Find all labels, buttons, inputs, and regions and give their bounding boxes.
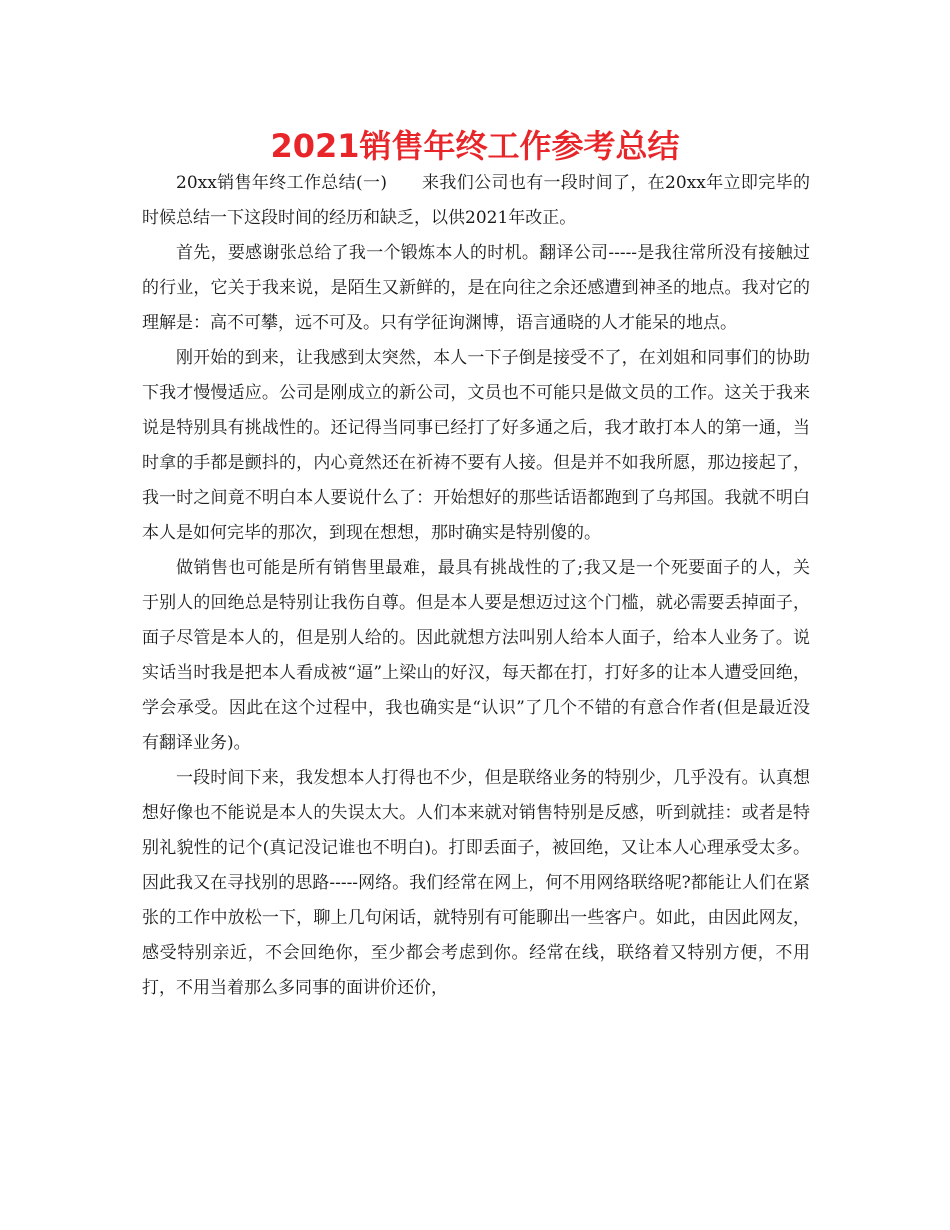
paragraph: 首先，要感谢张总给了我一个锻炼本人的时机。翻译公司-----是我往常所没有接触过的行业，它关于我来说，是陌生又新鲜的，是在向往之余还感遭到神圣的地点。我对它的理解是：高不可攀，远不可及。只有学征询渊博，语言通晓的人才能呆的地点。 — [142, 243, 810, 333]
document-body — [142, 166, 810, 1006]
paragraph: 一段时间下来，我发想本人打得也不少，但是联络业务的特别少，几乎没有。认真想想好像也不能说是本人的失误太大。人们本来就对销售特别是反感，听到就挂：或者是特别礼貌性的记个(真记没记谁也不明白)。打即丢面子，被回绝，又让本人心理承受太多。因此我又在寻找别的思路-----网络。我们经常在网上，何不用网络联络呢?都能让人们在紧张的工作中放松一下，聊上几句闲话，就特别有可能聊出一些客户。如此，由因此网友，感受特别亲近，不会回绝你，至少都会考虑到你。经常在线，联络着又特别方便，不用打，不用当着那么多同事的面讲价还价， — [142, 768, 810, 998]
paragraph: 做销售也可能是所有销售里最难，最具有挑战性的了;我又是一个死要面子的人，关于别人的回绝总是特别让我伤自尊。但是本人要是想迈过这个门槛，就必需要丢掉面子，面子尽管是本人的，但是别人给的。因此就想方法叫别人给本人面子，给本人业务了。说实话当时我是把本人看成被“逼”上梁山的好汉，每天都在打，打好多的让本人遭受回绝，学会承受。因此在这个过程中，我也确实是“认识”了几个不错的有意合作者(但是最近没有翻译业务)。 — [142, 558, 810, 753]
document-title: 2021销售年终工作参考总结 — [270, 127, 680, 165]
paragraph: 20xx销售年终工作总结(一) 来我们公司也有一段时间了，在20xx年立即完毕的时候总结一下这段时间的经历和缺乏，以供2021年改正。 — [142, 173, 810, 228]
paragraph: 刚开始的到来，让我感到太突然，本人一下子倒是接受不了，在刘姐和同事们的协助下我才慢慢适应。公司是刚成立的新公司，文员也不可能只是做文员的工作。这关于我来说是特别具有挑战性的。还记得当同事已经打了好多通之后，我才敢打本人的第一通，当时拿的手都是颤抖的，内心竟然还在祈祷不要有人接。但是并不如我所愿，那边接起了，我一时之间竟不明白本人要说什么了：开始想好的那些话语都跑到了乌邦国。我就不明白本人是如何完毕的那次，到现在想想，那时确实是特别傻的。 — [142, 348, 810, 543]
